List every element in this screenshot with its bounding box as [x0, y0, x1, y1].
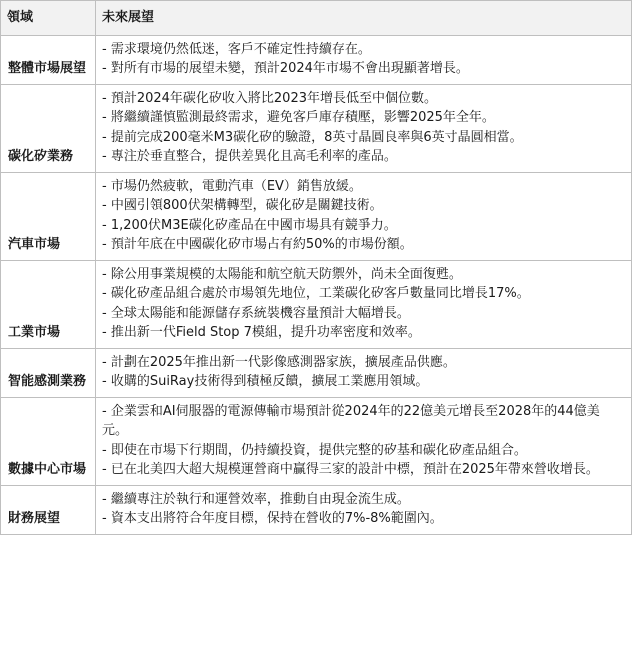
- list-item: - 1,200伏M3E碳化矽產品在中國市場具有競爭力。: [102, 217, 397, 233]
- row-category: 汽車市場: [1, 172, 96, 260]
- list-item: - 對所有市場的展望未變，預計2024年市場不會出現顯著增長。: [102, 61, 469, 76]
- table-row: [1, 397, 632, 485]
- table-row: [1, 35, 632, 84]
- list-item: - 收購的SuiRay技術得到積極反饋，擴展工業應用領域。: [102, 374, 429, 389]
- list-item: - 已在北美四大超大規模運營商中贏得三家的設計中標，預計在2025年帶來營收增長。: [102, 462, 599, 477]
- table-row: [1, 84, 632, 172]
- list-item: - 提前完成200毫米M3碳化矽的驗證，8英寸晶圓良率與6英寸晶圓相當。: [102, 129, 523, 145]
- list-item: - 計劃在2025年推出新一代影像感測器家族，擴展產品供應。: [102, 354, 456, 370]
- list-item: - 預計2024年碳化矽收入將比2023年增長低至中個位數。: [102, 90, 437, 106]
- row-items: [96, 172, 632, 260]
- row-category: 智能感測業務: [1, 348, 96, 397]
- list-item: - 碳化矽產品組合處於市場領先地位，工業碳化矽客戶數量同比增長17%。: [102, 286, 530, 301]
- list-item: - 推出新一代Field Stop 7模組，提升功率密度和效率。: [102, 325, 421, 340]
- row-category: 數據中心市場: [1, 397, 96, 485]
- list-item: - 繼續專注於執行和運營效率，推動自由現金流生成。: [102, 491, 410, 507]
- row-category: 工業市場: [1, 260, 96, 348]
- table-row: [1, 485, 632, 534]
- list-item: - 需求環境仍然低迷，客戶不確定性持續存在。: [102, 41, 371, 57]
- row-category: 碳化矽業務: [1, 84, 96, 172]
- table-row: [1, 260, 632, 348]
- list-item: - 將繼續謹慎監測最終需求，避免客戶庫存積壓，影響2025年全年。: [102, 110, 495, 125]
- list-item: - 中國引領800伏架構轉型，碳化矽是關鍵技術。: [102, 198, 383, 213]
- list-item: - 除公用事業規模的太陽能和航空航天防禦外，尚未全面復甦。: [102, 266, 462, 282]
- list-item: - 市場仍然疲軟，電動汽車（EV）銷售放緩。: [102, 178, 362, 194]
- row-items: [96, 485, 632, 534]
- row-items: [96, 348, 632, 397]
- list-item: - 即使在市場下行期間，仍持續投資，提供完整的矽基和碳化矽產品組合。: [102, 442, 527, 458]
- header-row: [1, 1, 632, 36]
- list-item: - 資本支出將符合年度目標，保持在營收的7%-8%範圍內。: [102, 511, 443, 526]
- list-item: - 預計年底在中國碳化矽市場占有約50%的市場份額。: [102, 237, 413, 252]
- list-item: - 企業雲和AI伺服器的電源傳輸市場預計從2024年的22億美元增長至2028年的44億美元。: [102, 403, 600, 438]
- header-area: 領域: [1, 1, 96, 36]
- list-item: - 全球太陽能和能源儲存系統裝機容量預計大幅增長。: [102, 305, 410, 321]
- header-outlook: 未來展望: [96, 1, 632, 36]
- row-category: 財務展望: [1, 485, 96, 534]
- table-row: [1, 172, 632, 260]
- row-items: [96, 84, 632, 172]
- row-items: [96, 35, 632, 84]
- row-items: [96, 260, 632, 348]
- row-category: 整體市場展望: [1, 35, 96, 84]
- row-items: [96, 397, 632, 485]
- table-row: [1, 348, 632, 397]
- list-item: - 專注於垂直整合，提供差異化且高毛利率的產品。: [102, 149, 397, 164]
